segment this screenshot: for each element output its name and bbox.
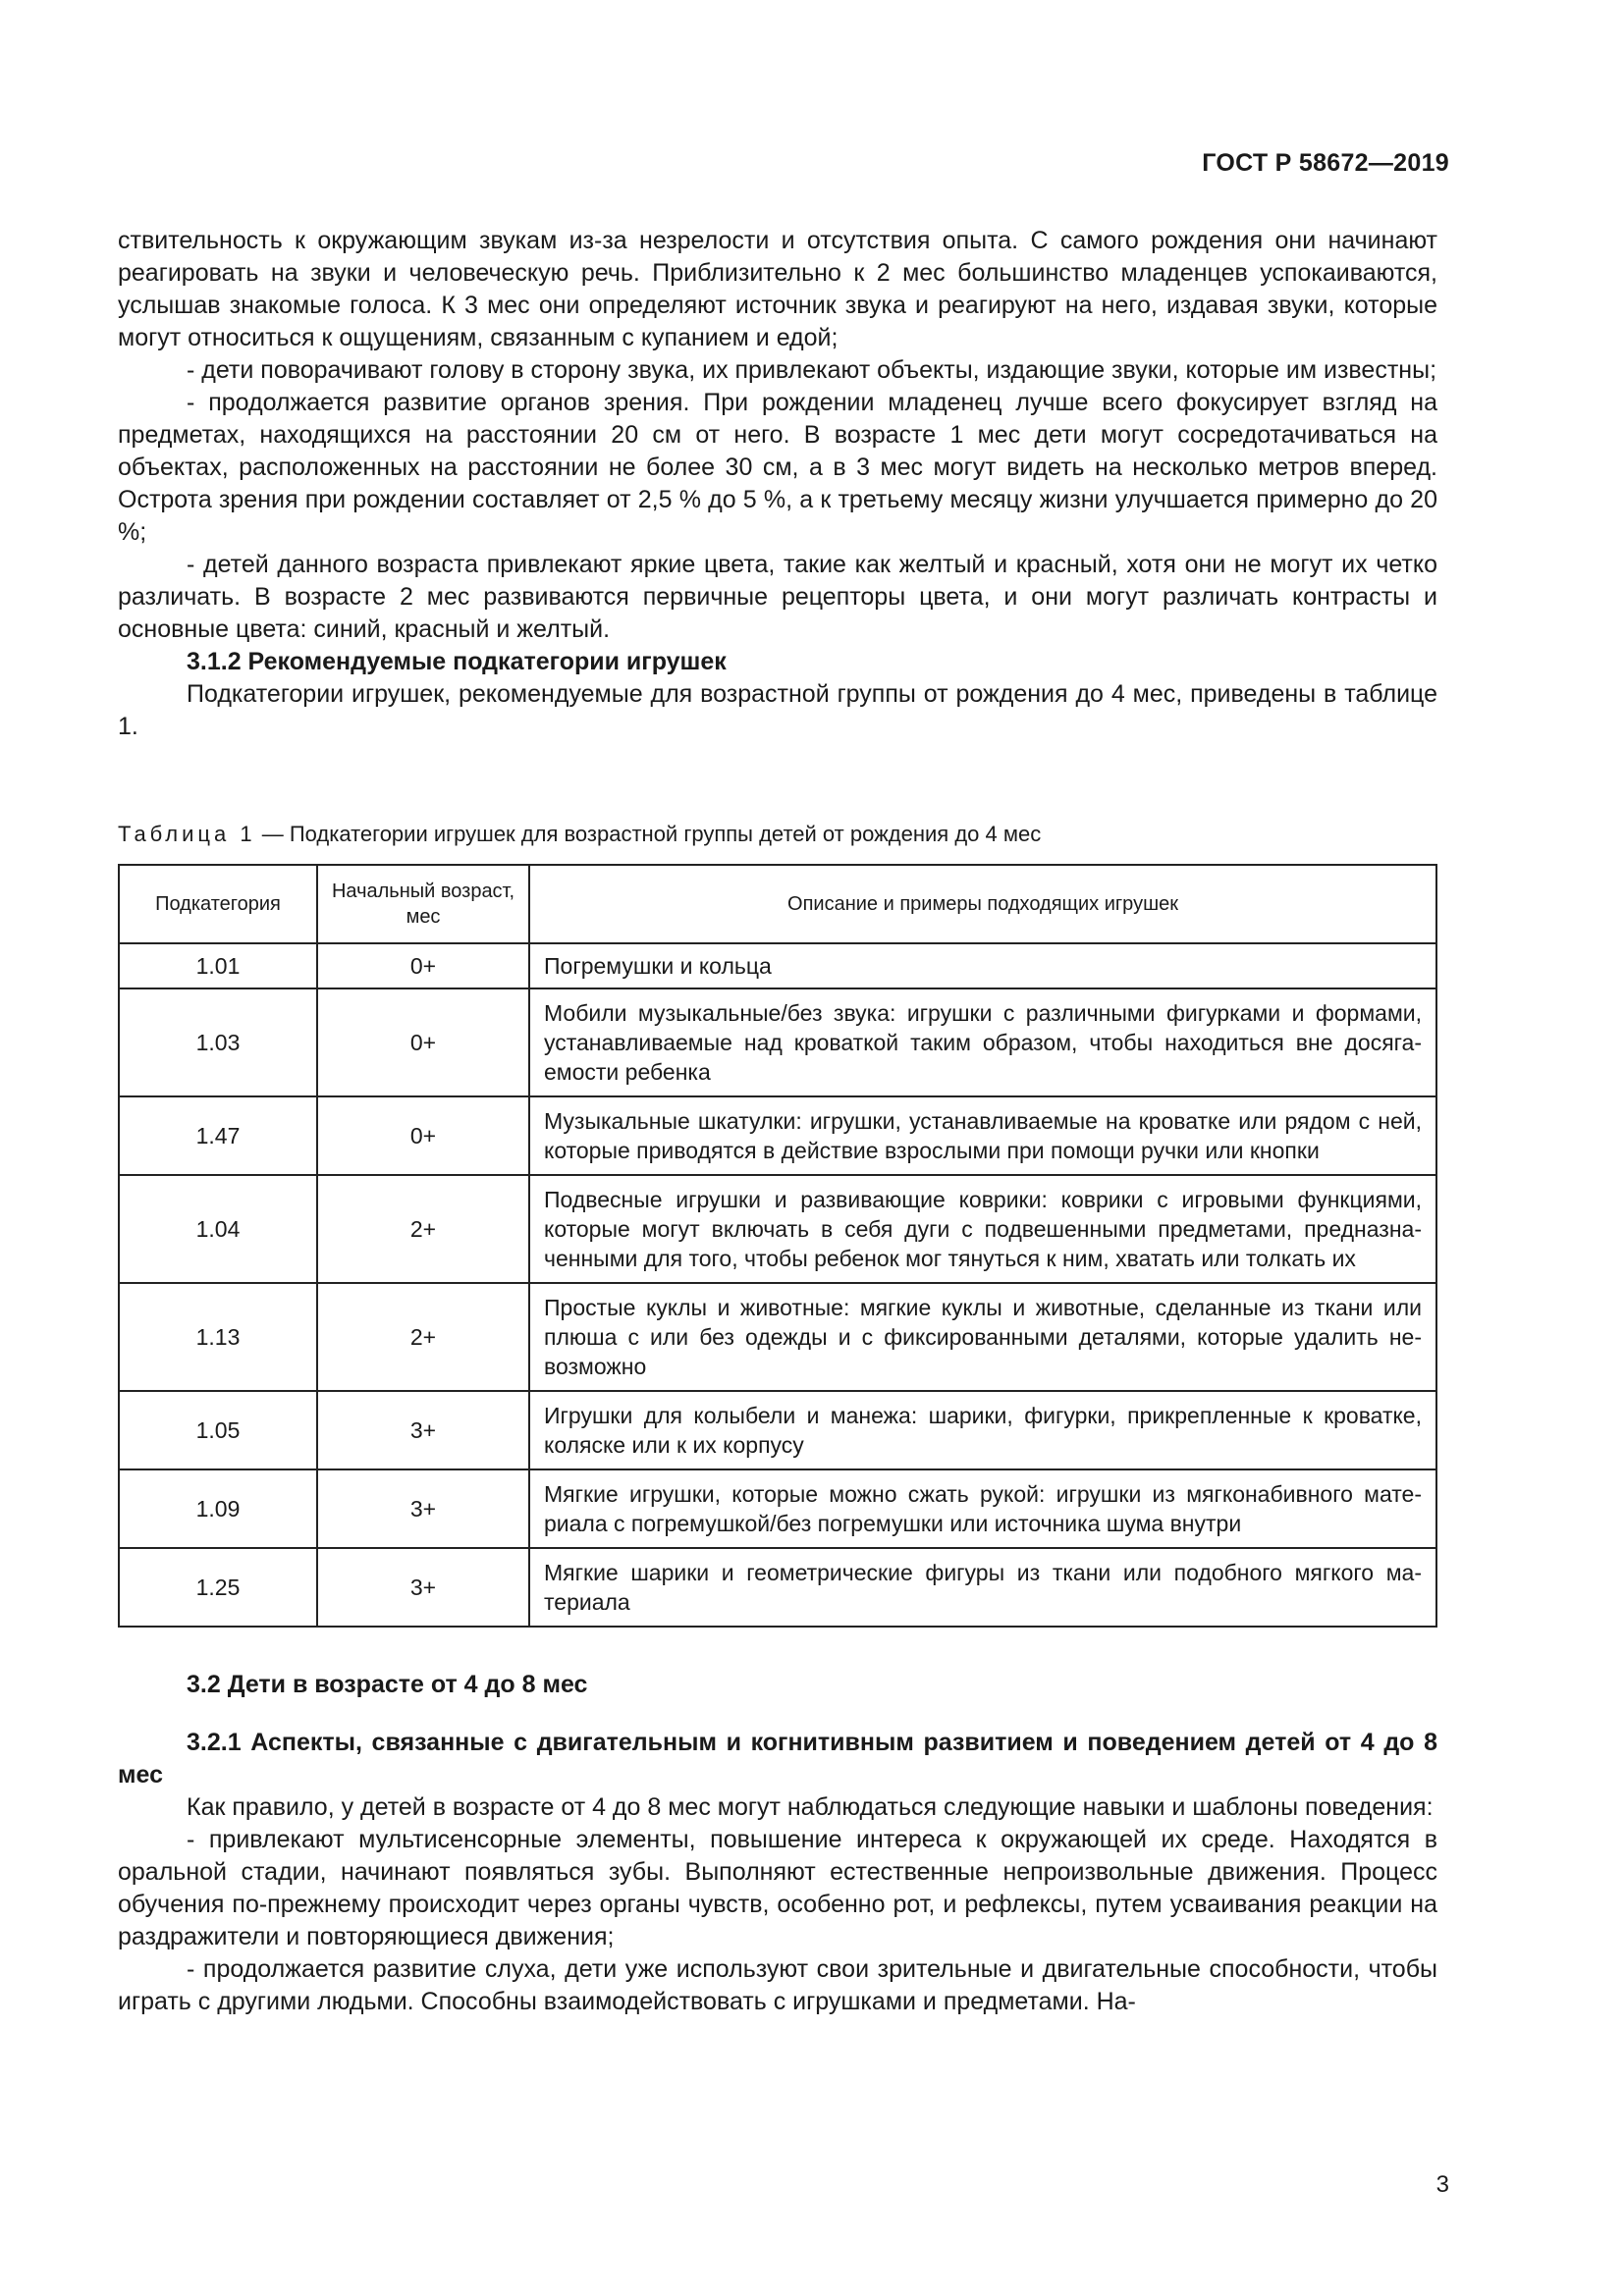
table-row: [119, 1548, 1436, 1627]
table-row: [119, 1283, 1436, 1391]
table-row: [119, 943, 1436, 988]
cell-subcategory: 1.03: [119, 988, 317, 1096]
table-row: [119, 988, 1436, 1096]
intro-paragraph-1: ствительность к окружающим звукам из-за незрелости и отсутствия опыта. С самого рождения они начинают реагировать на звуки и человеческую речь. Приблизительно к 2 мес большинство младенцев успокаиваются, услышав знакомые голоса. К 3 мес они определяют источник звука и реагируют на него, издавая звуки, которые могут относиться к ощущениям, связанным с купанием и едой;: [118, 227, 1437, 351]
section-3-2-paragraph-1: Как правило, у детей в возрасте от 4 до 8 мес могут наблюдаться следующие навыки и шаблоны поведения:: [187, 1793, 1434, 1821]
cell-description: Мягкие шарики и геометрические фигуры из ткани или подобного мягкого материала: [529, 1548, 1436, 1627]
standard-code-header: ГОСТ Р 58672—2019: [1202, 149, 1449, 177]
section-3-2-heading: 3.2 Дети в возрасте от 4 до 8 мес: [187, 1671, 588, 1698]
table-caption: [118, 821, 1041, 848]
cell-start-age: 0+: [317, 943, 529, 988]
cell-description: Игрушки для колыбели и манежа: шарики, фигурки, прикрепленные к кроватке, коляске или к их корпусу: [529, 1391, 1436, 1469]
page-number: 3: [1435, 2171, 1449, 2198]
cell-subcategory: 1.47: [119, 1096, 317, 1175]
cell-description: Мягкие игрушки, которые можно сжать рукой: игрушки из мягконабивного материала с погремушкой/без погремушки или источника шума внутри: [529, 1469, 1436, 1548]
section-3-1-2-heading: 3.1.2 Рекомендуемые подкатегории игрушек: [187, 648, 727, 675]
cell-start-age: 2+: [317, 1175, 529, 1283]
toy-subcategories-table: [118, 864, 1437, 1628]
table-row: [119, 1096, 1436, 1175]
section-3-2-paragraph-2: - привлекают мультисенсорные элементы, повышение интереса к окружающей их среде. Находятся в оральной стадии, начинают появляться зубы. Выполняют естественные непроизвольные движения. Процесс обучения по-прежнему происходит через органы чувств, особенно рот, и рефлексы, путем усваивания реакции на раздражители и повторяющиеся движения;: [118, 1826, 1437, 1950]
intro-paragraph-2: - дети поворачивают голову в сторону звука, их привлекают объекты, издающие звуки, которые им известны;: [187, 356, 1437, 384]
header-description: Описание и примеры подходящих игрушек: [529, 865, 1436, 943]
cell-subcategory: 1.25: [119, 1548, 317, 1627]
intro-paragraph-4: - детей данного возраста привлекают яркие цвета, такие как желтый и красный, хотя они не могут их четко различать. В возрасте 2 мес развиваются первичные рецепторы цвета, и они могут различать контрасты и основные цвета: синий, красный и желтый.: [118, 551, 1437, 643]
cell-subcategory: 1.09: [119, 1469, 317, 1548]
section-3-2-paragraph-3: - продолжается развитие слуха, дети уже используют свои зрительные и двигательные способности, чтобы играть с другими людьми. Способны взаимодействовать с игрушками и предметами. На-: [118, 1955, 1437, 2015]
section-3-1-2-text: Подкатегории игрушек, рекомендуемые для возрастной группы от рождения до 4 мес, приведены в таблице 1.: [118, 680, 1437, 740]
cell-start-age: 0+: [317, 988, 529, 1096]
cell-start-age: 0+: [317, 1096, 529, 1175]
intro-text-block: [118, 225, 1437, 743]
section-3-2-1-heading: 3.2.1 Аспекты, связанные с двигательным и когнитивным развитием и поведением детей от 4 до 8 мес: [118, 1729, 1437, 1789]
cell-description: Погремушки и кольца: [529, 943, 1436, 988]
header-subcategory: Подкатегория: [119, 865, 317, 943]
cell-start-age: 3+: [317, 1469, 529, 1548]
table-caption-label: Таблица 1: [118, 822, 256, 846]
cell-description: Простые куклы и животные: мягкие куклы и животные, сделанные из ткани или плюша с или без одежды и с фиксированными деталями, которые удалить невозможно: [529, 1283, 1436, 1391]
section-3-2-block: [118, 1669, 1437, 2018]
cell-subcategory: 1.01: [119, 943, 317, 988]
cell-subcategory: 1.05: [119, 1391, 317, 1469]
intro-paragraph-3: - продолжается развитие органов зрения. При рождении младенец лучше всего фокусирует взгляд на предметах, находящихся на расстоянии 20 см от него. В возрасте 1 мес дети могут сосредотачиваться на объектах, расположенных на расстоянии не более 30 см, а в 3 мес могут видеть на несколько метров вперед. Острота зрения при рождении составляет от 2,5 % до 5 %, а к третьему месяцу жизни улучшается примерно до 20 %;: [118, 389, 1437, 546]
header-start-age: Начальный возраст, мес: [317, 865, 529, 943]
cell-start-age: 3+: [317, 1548, 529, 1627]
cell-description: Мобили музыкальные/без звука: игрушки с различными фигурками и формами, устанавливаемые над кроваткой таким образом, чтобы находиться вне досягаемости ребенка: [529, 988, 1436, 1096]
cell-description: Подвесные игрушки и развивающие коврики: коврики с игровыми функциями, которые могут включать в себя дуги с подвешенными предметами, предназначенными для того, чтобы ребенок мог тянуться к ним, хватать или толкать их: [529, 1175, 1436, 1283]
table-row: [119, 1175, 1436, 1283]
cell-start-age: 3+: [317, 1391, 529, 1469]
cell-start-age: 2+: [317, 1283, 529, 1391]
table-caption-text: — Подкатегории игрушек для возрастной группы детей от рождения до 4 мес: [255, 822, 1042, 846]
cell-subcategory: 1.13: [119, 1283, 317, 1391]
table-row: [119, 1391, 1436, 1469]
table-row: [119, 1469, 1436, 1548]
cell-description: Музыкальные шкатулки: игрушки, устанавливаемые на кроватке или рядом с ней, которые приводятся в действие взрослыми при помощи ручки или кнопки: [529, 1096, 1436, 1175]
cell-subcategory: 1.04: [119, 1175, 317, 1283]
table-header-row: [119, 865, 1436, 943]
